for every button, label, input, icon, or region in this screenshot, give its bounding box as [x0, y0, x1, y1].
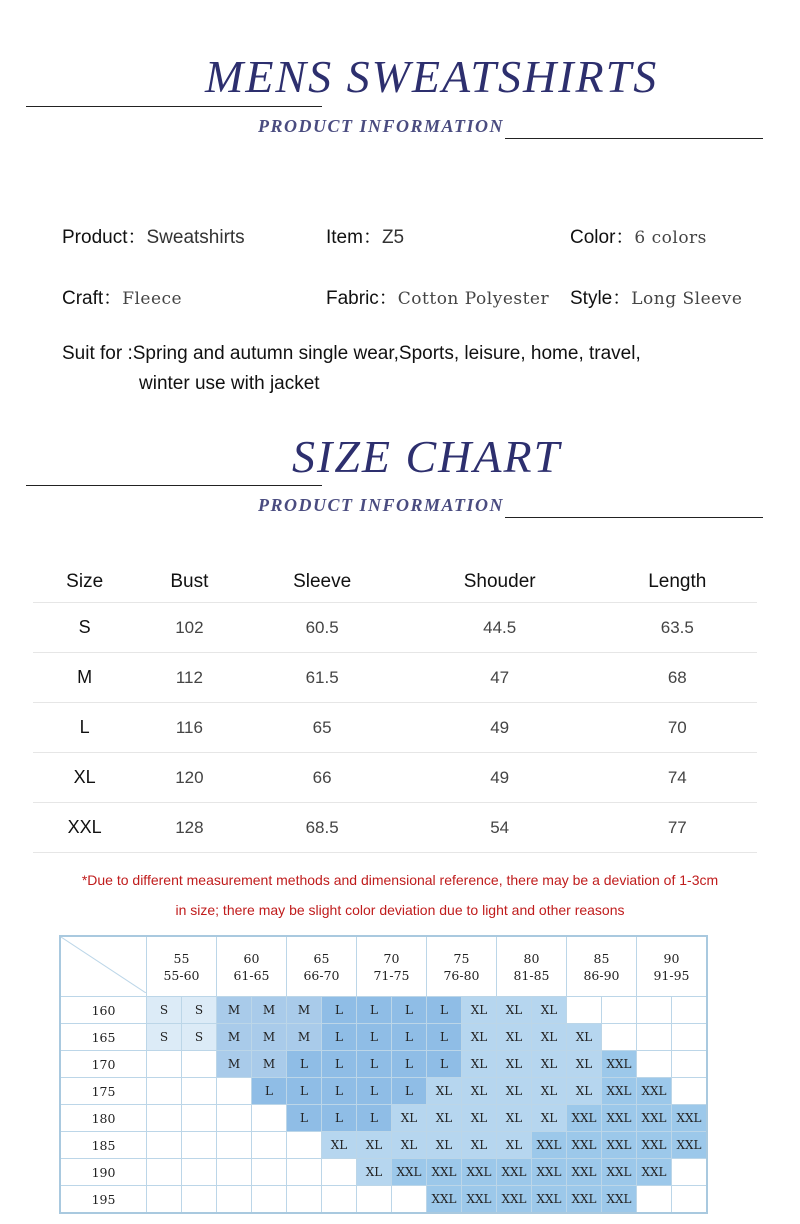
grid-cell: M	[217, 1024, 252, 1051]
product-field: Product：Sweatshirts	[62, 227, 245, 248]
grid-cell: XXL	[427, 1159, 462, 1186]
grid-cell	[147, 1132, 182, 1159]
size-cell: XXL	[33, 803, 136, 853]
grid-cell	[287, 1186, 322, 1214]
grid-cell: L	[322, 1105, 357, 1132]
grid-cell: XXL	[567, 1186, 602, 1214]
style-field: Style：Long Sleeve	[570, 288, 743, 309]
grid-cell: XL	[567, 1078, 602, 1105]
grid-cell: S	[147, 997, 182, 1024]
grid-cell: XXL	[602, 1132, 637, 1159]
table-row	[33, 603, 757, 653]
grid-row	[60, 1132, 707, 1159]
grid-cell	[287, 1159, 322, 1186]
length-cell: 63.5	[598, 603, 757, 653]
grid-cell: M	[252, 1024, 287, 1051]
grid-cell	[217, 1159, 252, 1186]
grid-cell	[217, 1105, 252, 1132]
grid-cell: M	[217, 997, 252, 1024]
grid-cell: L	[322, 1051, 357, 1078]
grid-cell: XXL	[637, 1132, 672, 1159]
shoulder-cell: 49	[402, 703, 598, 753]
size-chart-subtitle: PRODUCT INFORMATION	[258, 495, 505, 515]
grid-cell: L	[252, 1078, 287, 1105]
fabric-field: Fabric：Cotton Polyester	[326, 288, 550, 309]
grid-cell	[182, 1051, 217, 1078]
grid-cell: L	[392, 1051, 427, 1078]
weight-header: 85 86-90	[567, 936, 637, 997]
grid-cell: XL	[497, 1078, 532, 1105]
grid-cell: L	[392, 997, 427, 1024]
height-label: 160	[60, 997, 147, 1024]
column-header: Bust	[136, 562, 242, 603]
page-subtitle: PRODUCT INFORMATION	[258, 116, 505, 136]
grid-cell: S	[147, 1024, 182, 1051]
suit-for-line1: Suit for :Spring and autumn single wear,Sports, leisure, home, travel,	[62, 343, 641, 364]
grid-cell: L	[357, 1078, 392, 1105]
grid-cell: XL	[532, 997, 567, 1024]
grid-row	[60, 1051, 707, 1078]
size-table	[33, 562, 757, 853]
weight-header: 90 91-95	[637, 936, 708, 997]
grid-row	[60, 1024, 707, 1051]
sleeve-cell: 68.5	[242, 803, 401, 853]
grid-cell: L	[322, 1078, 357, 1105]
grid-cell: XL	[532, 1024, 567, 1051]
color-field: Color：6 colors	[570, 227, 707, 248]
grid-cell: XL	[462, 1051, 497, 1078]
bust-cell: 120	[136, 753, 242, 803]
grid-cell	[252, 1105, 287, 1132]
grid-cell: XXL	[497, 1159, 532, 1186]
grid-cell: XXL	[602, 1051, 637, 1078]
shoulder-cell: 47	[402, 653, 598, 703]
grid-cell: XXL	[462, 1186, 497, 1214]
bust-cell: 116	[136, 703, 242, 753]
sleeve-cell: 66	[242, 753, 401, 803]
grid-cell: XL	[567, 1051, 602, 1078]
grid-cell: XL	[357, 1159, 392, 1186]
column-header: Sleeve	[242, 562, 401, 603]
height-label: 190	[60, 1159, 147, 1186]
grid-cell: L	[392, 1078, 427, 1105]
size-cell: L	[33, 703, 136, 753]
grid-cell	[252, 1186, 287, 1214]
grid-cell	[567, 997, 602, 1024]
grid-cell: XXL	[497, 1186, 532, 1214]
sleeve-cell: 65	[242, 703, 401, 753]
table-row	[33, 753, 757, 803]
weight-header: 75 76-80	[427, 936, 497, 997]
grid-cell: L	[357, 997, 392, 1024]
grid-cell: L	[427, 997, 462, 1024]
weight-header: 60 61-65	[217, 936, 287, 997]
subtitle-rule-right	[505, 138, 763, 139]
grid-cell: XL	[567, 1024, 602, 1051]
grid-row	[60, 1078, 707, 1105]
grid-cell	[637, 1024, 672, 1051]
grid-cell: L	[287, 1105, 322, 1132]
bust-cell: 128	[136, 803, 242, 853]
grid-cell	[147, 1051, 182, 1078]
diagonal-line-icon	[61, 937, 146, 993]
height-label: 180	[60, 1105, 147, 1132]
grid-cell: XXL	[637, 1159, 672, 1186]
title-rule-left	[26, 485, 322, 486]
grid-cell: XL	[462, 997, 497, 1024]
grid-cell: L	[392, 1024, 427, 1051]
grid-cell	[357, 1186, 392, 1214]
grid-cell	[637, 1051, 672, 1078]
height-label: 185	[60, 1132, 147, 1159]
weight-header: 65 66-70	[287, 936, 357, 997]
sleeve-cell: 60.5	[242, 603, 401, 653]
grid-cell: XL	[462, 1132, 497, 1159]
grid-cell	[637, 997, 672, 1024]
length-cell: 70	[598, 703, 757, 753]
grid-cell	[322, 1186, 357, 1214]
grid-row	[60, 1186, 707, 1214]
grid-cell: XXL	[672, 1132, 708, 1159]
shoulder-cell: 54	[402, 803, 598, 853]
grid-cell: XL	[357, 1132, 392, 1159]
grid-cell: XXL	[427, 1186, 462, 1214]
grid-cell: L	[322, 997, 357, 1024]
height-label: 165	[60, 1024, 147, 1051]
grid-row	[60, 997, 707, 1024]
grid-cell: XXL	[602, 1078, 637, 1105]
grid-row	[60, 1105, 707, 1132]
grid-cell: XXL	[567, 1105, 602, 1132]
grid-cell: XL	[462, 1105, 497, 1132]
weight-header: 80 81-85	[497, 936, 567, 997]
grid-cell: XL	[427, 1132, 462, 1159]
grid-cell	[672, 1051, 708, 1078]
grid-cell: L	[322, 1024, 357, 1051]
bust-cell: 112	[136, 653, 242, 703]
grid-cell	[637, 1186, 672, 1214]
grid-cell: XXL	[602, 1186, 637, 1214]
column-header: Size	[33, 562, 136, 603]
grid-cell: XL	[392, 1105, 427, 1132]
grid-cell	[217, 1078, 252, 1105]
table-row	[33, 653, 757, 703]
grid-cell: XL	[427, 1105, 462, 1132]
grid-cell	[252, 1159, 287, 1186]
grid-cell: M	[287, 997, 322, 1024]
grid-cell	[392, 1186, 427, 1214]
column-header: Shouder	[402, 562, 598, 603]
grid-cell: XL	[427, 1078, 462, 1105]
grid-cell	[322, 1159, 357, 1186]
grid-cell	[672, 1078, 708, 1105]
size-chart-title: SIZE CHART	[292, 431, 562, 482]
grid-cell: L	[357, 1051, 392, 1078]
table-row	[33, 803, 757, 853]
grid-cell: XXL	[567, 1132, 602, 1159]
table-row	[33, 703, 757, 753]
grid-cell: XL	[532, 1105, 567, 1132]
grid-cell	[672, 997, 708, 1024]
grid-cell: L	[287, 1051, 322, 1078]
grid-cell: XXL	[532, 1159, 567, 1186]
size-cell: M	[33, 653, 136, 703]
grid-row	[60, 1159, 707, 1186]
shoulder-cell: 49	[402, 753, 598, 803]
grid-cell: S	[182, 1024, 217, 1051]
grid-cell	[147, 1186, 182, 1214]
size-table-header	[33, 562, 757, 603]
grid-cell: M	[287, 1024, 322, 1051]
grid-cell	[147, 1105, 182, 1132]
page-title: MENS SWEATSHIRTS	[205, 51, 659, 102]
grid-cell: XL	[532, 1078, 567, 1105]
grid-cell: L	[357, 1024, 392, 1051]
grid-cell	[252, 1132, 287, 1159]
grid-corner	[60, 936, 147, 997]
grid-cell: L	[357, 1105, 392, 1132]
grid-cell	[182, 1078, 217, 1105]
grid-cell	[182, 1186, 217, 1214]
grid-cell: XXL	[602, 1159, 637, 1186]
grid-cell	[217, 1132, 252, 1159]
grid-cell	[182, 1105, 217, 1132]
grid-cell: M	[252, 997, 287, 1024]
subtitle-rule-right	[505, 517, 763, 518]
grid-cell: L	[427, 1024, 462, 1051]
grid-cell: M	[217, 1051, 252, 1078]
sleeve-cell: 61.5	[242, 653, 401, 703]
grid-cell: XXL	[462, 1159, 497, 1186]
grid-cell	[672, 1024, 708, 1051]
height-label: 170	[60, 1051, 147, 1078]
grid-cell: XL	[497, 1105, 532, 1132]
grid-cell: M	[252, 1051, 287, 1078]
grid-cell: XL	[497, 997, 532, 1024]
grid-cell: XXL	[392, 1159, 427, 1186]
grid-cell: XL	[497, 1024, 532, 1051]
grid-cell: S	[182, 997, 217, 1024]
grid-cell: XXL	[672, 1105, 708, 1132]
grid-cell	[602, 1024, 637, 1051]
grid-cell: XL	[462, 1024, 497, 1051]
disclaimer-line1: *Due to different measurement methods and dimensional reference, there may be a deviation of 1-3cm	[81, 872, 719, 888]
grid-cell: XXL	[637, 1078, 672, 1105]
grid-cell: XXL	[637, 1105, 672, 1132]
grid-cell	[147, 1078, 182, 1105]
grid-cell: XL	[497, 1051, 532, 1078]
suit-for-line2: winter use with jacket	[139, 373, 320, 394]
grid-cell: L	[287, 1078, 322, 1105]
grid-cell: XXL	[602, 1105, 637, 1132]
grid-header-row	[60, 936, 707, 997]
grid-cell	[672, 1186, 708, 1214]
grid-cell: XL	[322, 1132, 357, 1159]
grid-cell	[287, 1132, 322, 1159]
grid-cell: XL	[532, 1051, 567, 1078]
height-label: 175	[60, 1078, 147, 1105]
grid-cell: XL	[392, 1132, 427, 1159]
craft-field: Craft：Fleece	[62, 288, 183, 309]
shoulder-cell: 44.5	[402, 603, 598, 653]
disclaimer-line2: in size; there may be slight color deviation due to light and other reasons	[175, 902, 625, 918]
column-header: Length	[598, 562, 757, 603]
grid-cell	[182, 1159, 217, 1186]
weight-header: 55 55-60	[147, 936, 217, 997]
height-weight-size-grid	[59, 935, 708, 1214]
grid-cell: L	[427, 1051, 462, 1078]
grid-cell: XXL	[532, 1132, 567, 1159]
height-label: 195	[60, 1186, 147, 1214]
grid-cell	[182, 1132, 217, 1159]
grid-cell: XL	[462, 1078, 497, 1105]
item-field: Item：Z5	[326, 227, 405, 248]
size-cell: XL	[33, 753, 136, 803]
grid-cell	[217, 1186, 252, 1214]
length-cell: 68	[598, 653, 757, 703]
grid-cell	[672, 1159, 708, 1186]
length-cell: 74	[598, 753, 757, 803]
grid-cell	[147, 1159, 182, 1186]
bust-cell: 102	[136, 603, 242, 653]
weight-header: 70 71-75	[357, 936, 427, 997]
length-cell: 77	[598, 803, 757, 853]
grid-cell: XL	[497, 1132, 532, 1159]
grid-cell	[602, 997, 637, 1024]
title-rule-left	[26, 106, 322, 107]
grid-cell: XXL	[532, 1186, 567, 1214]
grid-cell: XXL	[567, 1159, 602, 1186]
size-cell: S	[33, 603, 136, 653]
